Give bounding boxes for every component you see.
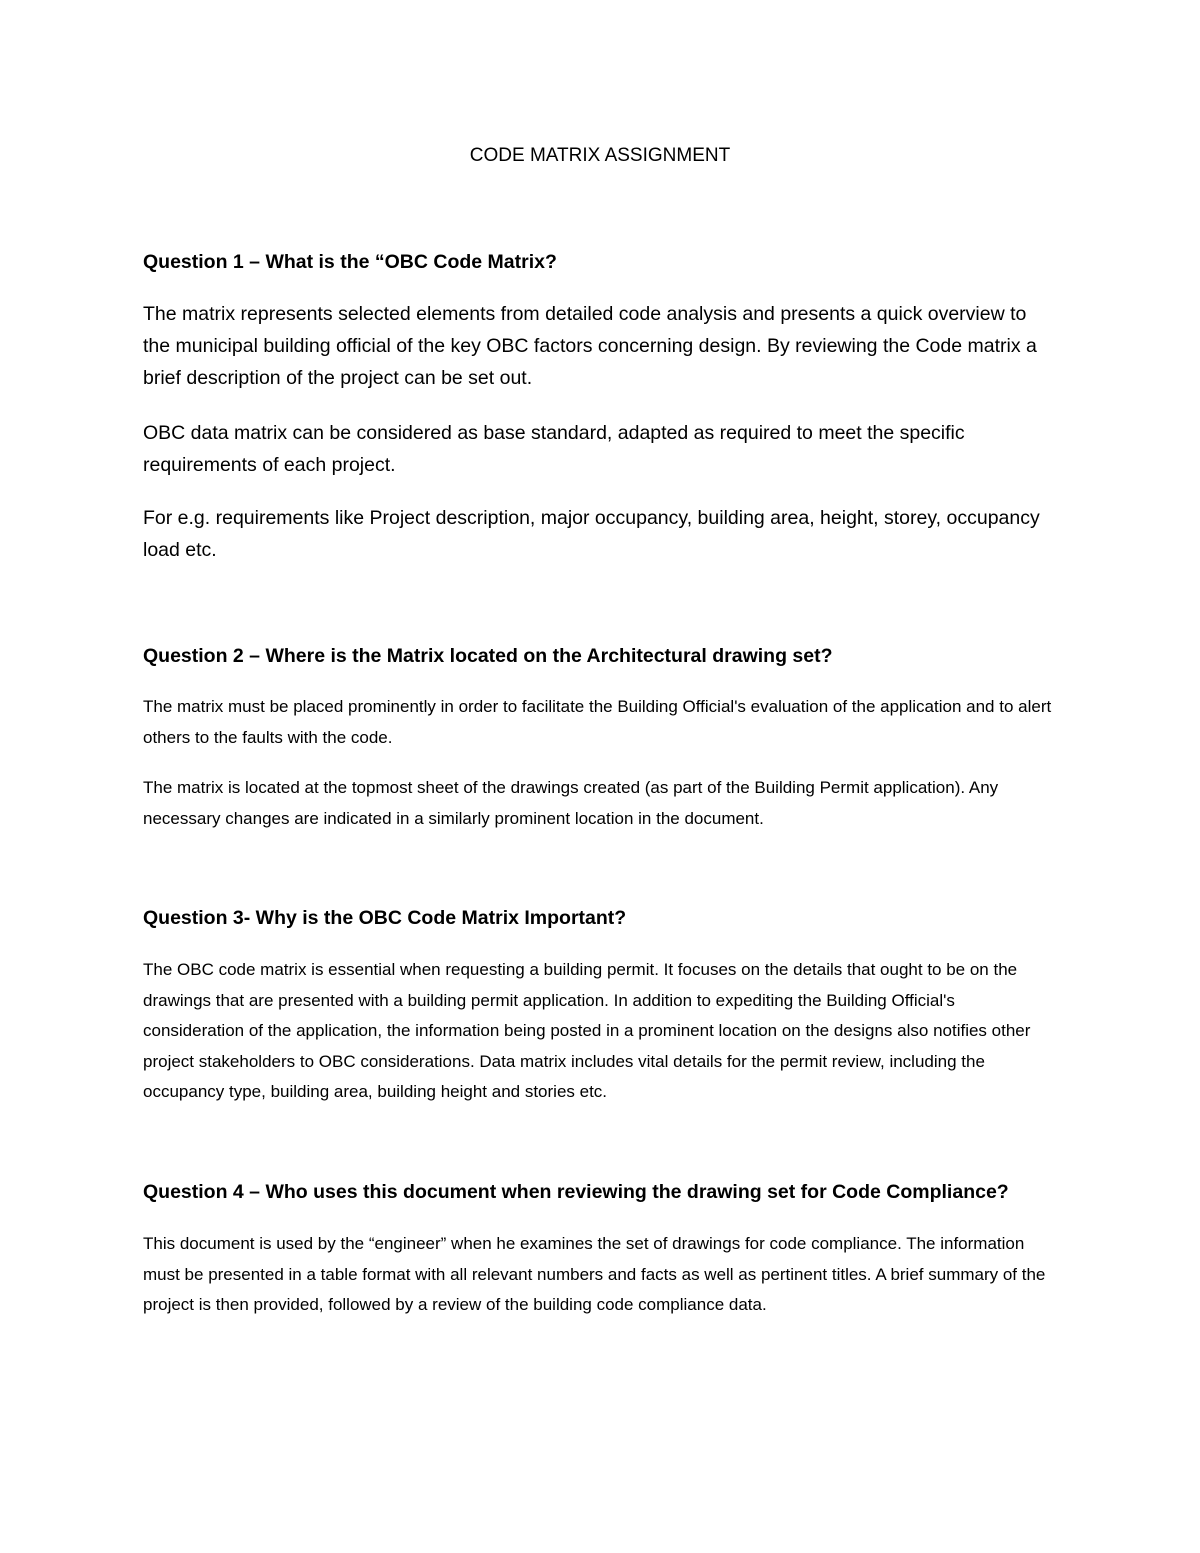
question-1-paragraph-3: For e.g. requirements like Project description, major occupancy, building area, height, storey, occupancy load etc. — [143, 507, 1040, 561]
question-2-paragraph-2: The matrix is located at the topmost sheet of the drawings created (as part of the Building Permit application). Any necessary changes are indicated in a similarly prominent location in the document. — [143, 778, 999, 828]
question-1-paragraph-2: OBC data matrix can be considered as base standard, adapted as required to meet the specific requirements of each project. — [143, 422, 965, 476]
question-3-heading: Question 3- Why is the OBC Code Matrix Important? — [143, 907, 627, 929]
question-3-paragraph-1: The OBC code matrix is essential when requesting a building permit. It focuses on the details that ought to be on the drawings that are presented with a building permit application. In addition to expediting the Building Official's consideration of the application, the information being posted in a prominent location on the designs also notifies other project stakeholders to OBC considerations. Data matrix includes vital details for the permit review, including the occupancy type, building area, building height and stories etc. — [143, 960, 1031, 1101]
question-2-heading: Question 2 – Where is the Matrix located on the Architectural drawing set? — [143, 645, 833, 667]
question-4-heading: Question 4 – Who uses this document when reviewing the drawing set for Code Compliance? — [143, 1181, 1009, 1203]
question-1-paragraph-1: The matrix represents selected elements from detailed code analysis and presents a quick overview to the municipal building official of the key OBC factors concerning design. By reviewing the Code matrix a brief description of the project can be set out. — [143, 303, 1037, 389]
question-1-heading: Question 1 – What is the “OBC Code Matrix? — [143, 251, 557, 273]
document-title: CODE MATRIX ASSIGNMENT — [469, 145, 731, 166]
question-2-paragraph-1: The matrix must be placed prominently in order to facilitate the Building Official's evaluation of the application and to alert others to the faults with the code. — [143, 697, 1052, 747]
question-4-paragraph-1: This document is used by the “engineer” when he examines the set of drawings for code compliance. The information must be presented in a table format with all relevant numbers and facts as well as pertinent titles. A brief summary of the project is then provided, followed by a review of the building code compliance data. — [143, 1234, 1046, 1314]
